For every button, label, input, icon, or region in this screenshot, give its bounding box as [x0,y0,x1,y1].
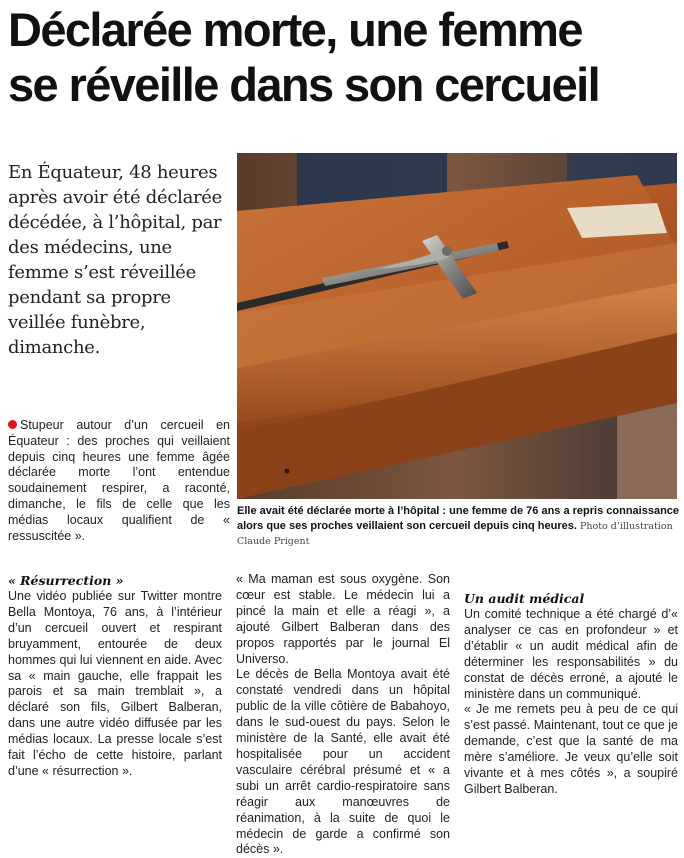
article-paragraph: « Ma maman est sous oxygène. Son cœur est stable. Le médecin lui a pincé la main et elle a réagi », a ajouté Gilbert Balberan dans des propos rapportés par le journal El Universo. [236,572,450,666]
lead-paragraph [8,418,230,544]
coffin-with-crucifix-photo-icon [237,153,677,499]
caption-text: Elle avait été déclarée morte à l’hôpital : une femme de 76 ans a repris connaissance alors que ses proches veillaient son cercueil depuis cinq heures. [237,505,680,532]
chapo [8,160,230,360]
chapo-line: après avoir été déclarée [8,187,223,208]
chapo-line: En Équateur, 48 heures [8,162,218,183]
headline-line-1: Déclarée morte, une femme [8,3,582,56]
article-column-1 [8,572,222,780]
article-column-3 [464,572,678,798]
article-paragraph: Une vidéo publiée sur Twitter montre Bella Montoya, 76 ans, à l’intérieur d’un cercueil ouvert et respirant bruyamment, entourée de deux hommes qui lui viennent en aide. Avec sa « main gauche, elle frappait les parois et sa main tremblait », a déclaré son fils, Gilbert Balberan, dans une autre vidéo diffusée par les médias locaux. La presse locale s’est fait l’écho de cette histoire, parlant d’une « résurrection ». [8,589,222,778]
article-paragraph: Un comité technique a été chargé d’« analyser ce cas en profondeur » et d’établir « un audit médical afin de déterminer les responsabilités » du constat de décès erroné, a ajouté le ministère dans un communiqué. [464,607,678,701]
subhead-resurrection: « Résurrection » [8,573,124,588]
chapo-line: pendant sa propre [8,287,171,308]
red-bullet-icon [8,420,17,429]
article-column-2 [236,572,450,858]
chapo-line: femme s’est réveillée [8,262,196,283]
photo-credit-label: Photo d’illustration [579,521,673,532]
headline [8,2,678,112]
chapo-line: dimanche. [8,337,101,358]
chapo-line: veillée funèbre, [8,312,146,333]
article-paragraph: « Je me remets peu à peu de ce qui s’est passé. Maintenant, tout ce que je demande, c’est que la santé de ma mère s’améliore. Je veux qu’elle soit vivante et à mes côtés », a soupiré Gilbert Balberan. [464,702,678,796]
photo-caption [237,504,681,549]
chapo-line: des médecins, une [8,237,172,258]
headline-line-2: se réveille dans son cercueil [8,58,600,111]
article-photo [237,153,677,499]
lead-text: Stupeur autour d’un cercueil en Équateur : des proches qui veillaient depuis cinq heures une femme âgée déclarée morte l’ont entendue soudainement respirer, a raconté, dimanche, le fils de celle que les médias locaux qualifient de « ressuscitée ». [8,418,230,543]
article-paragraph: Le décès de Bella Montoya avait été constaté vendredi dans un hôpital public de la ville côtière de Babahoyo, dans le sud-ouest du pays. Selon le ministère de la Santé, elle avait été hospitalisée pour un accident vasculaire cérébral présumé et « a subi un arrêt cardio-respiratoire sans réagir aux manœuvres de réanimation, à la suite de quoi le médecin de garde a confirmé son décès ». [236,667,450,857]
chapo-line: décédée, à l’hôpital, par [8,212,222,233]
photo-credit-name: Claude Prigent [237,536,310,547]
subhead-audit: Un audit médical [464,591,585,606]
